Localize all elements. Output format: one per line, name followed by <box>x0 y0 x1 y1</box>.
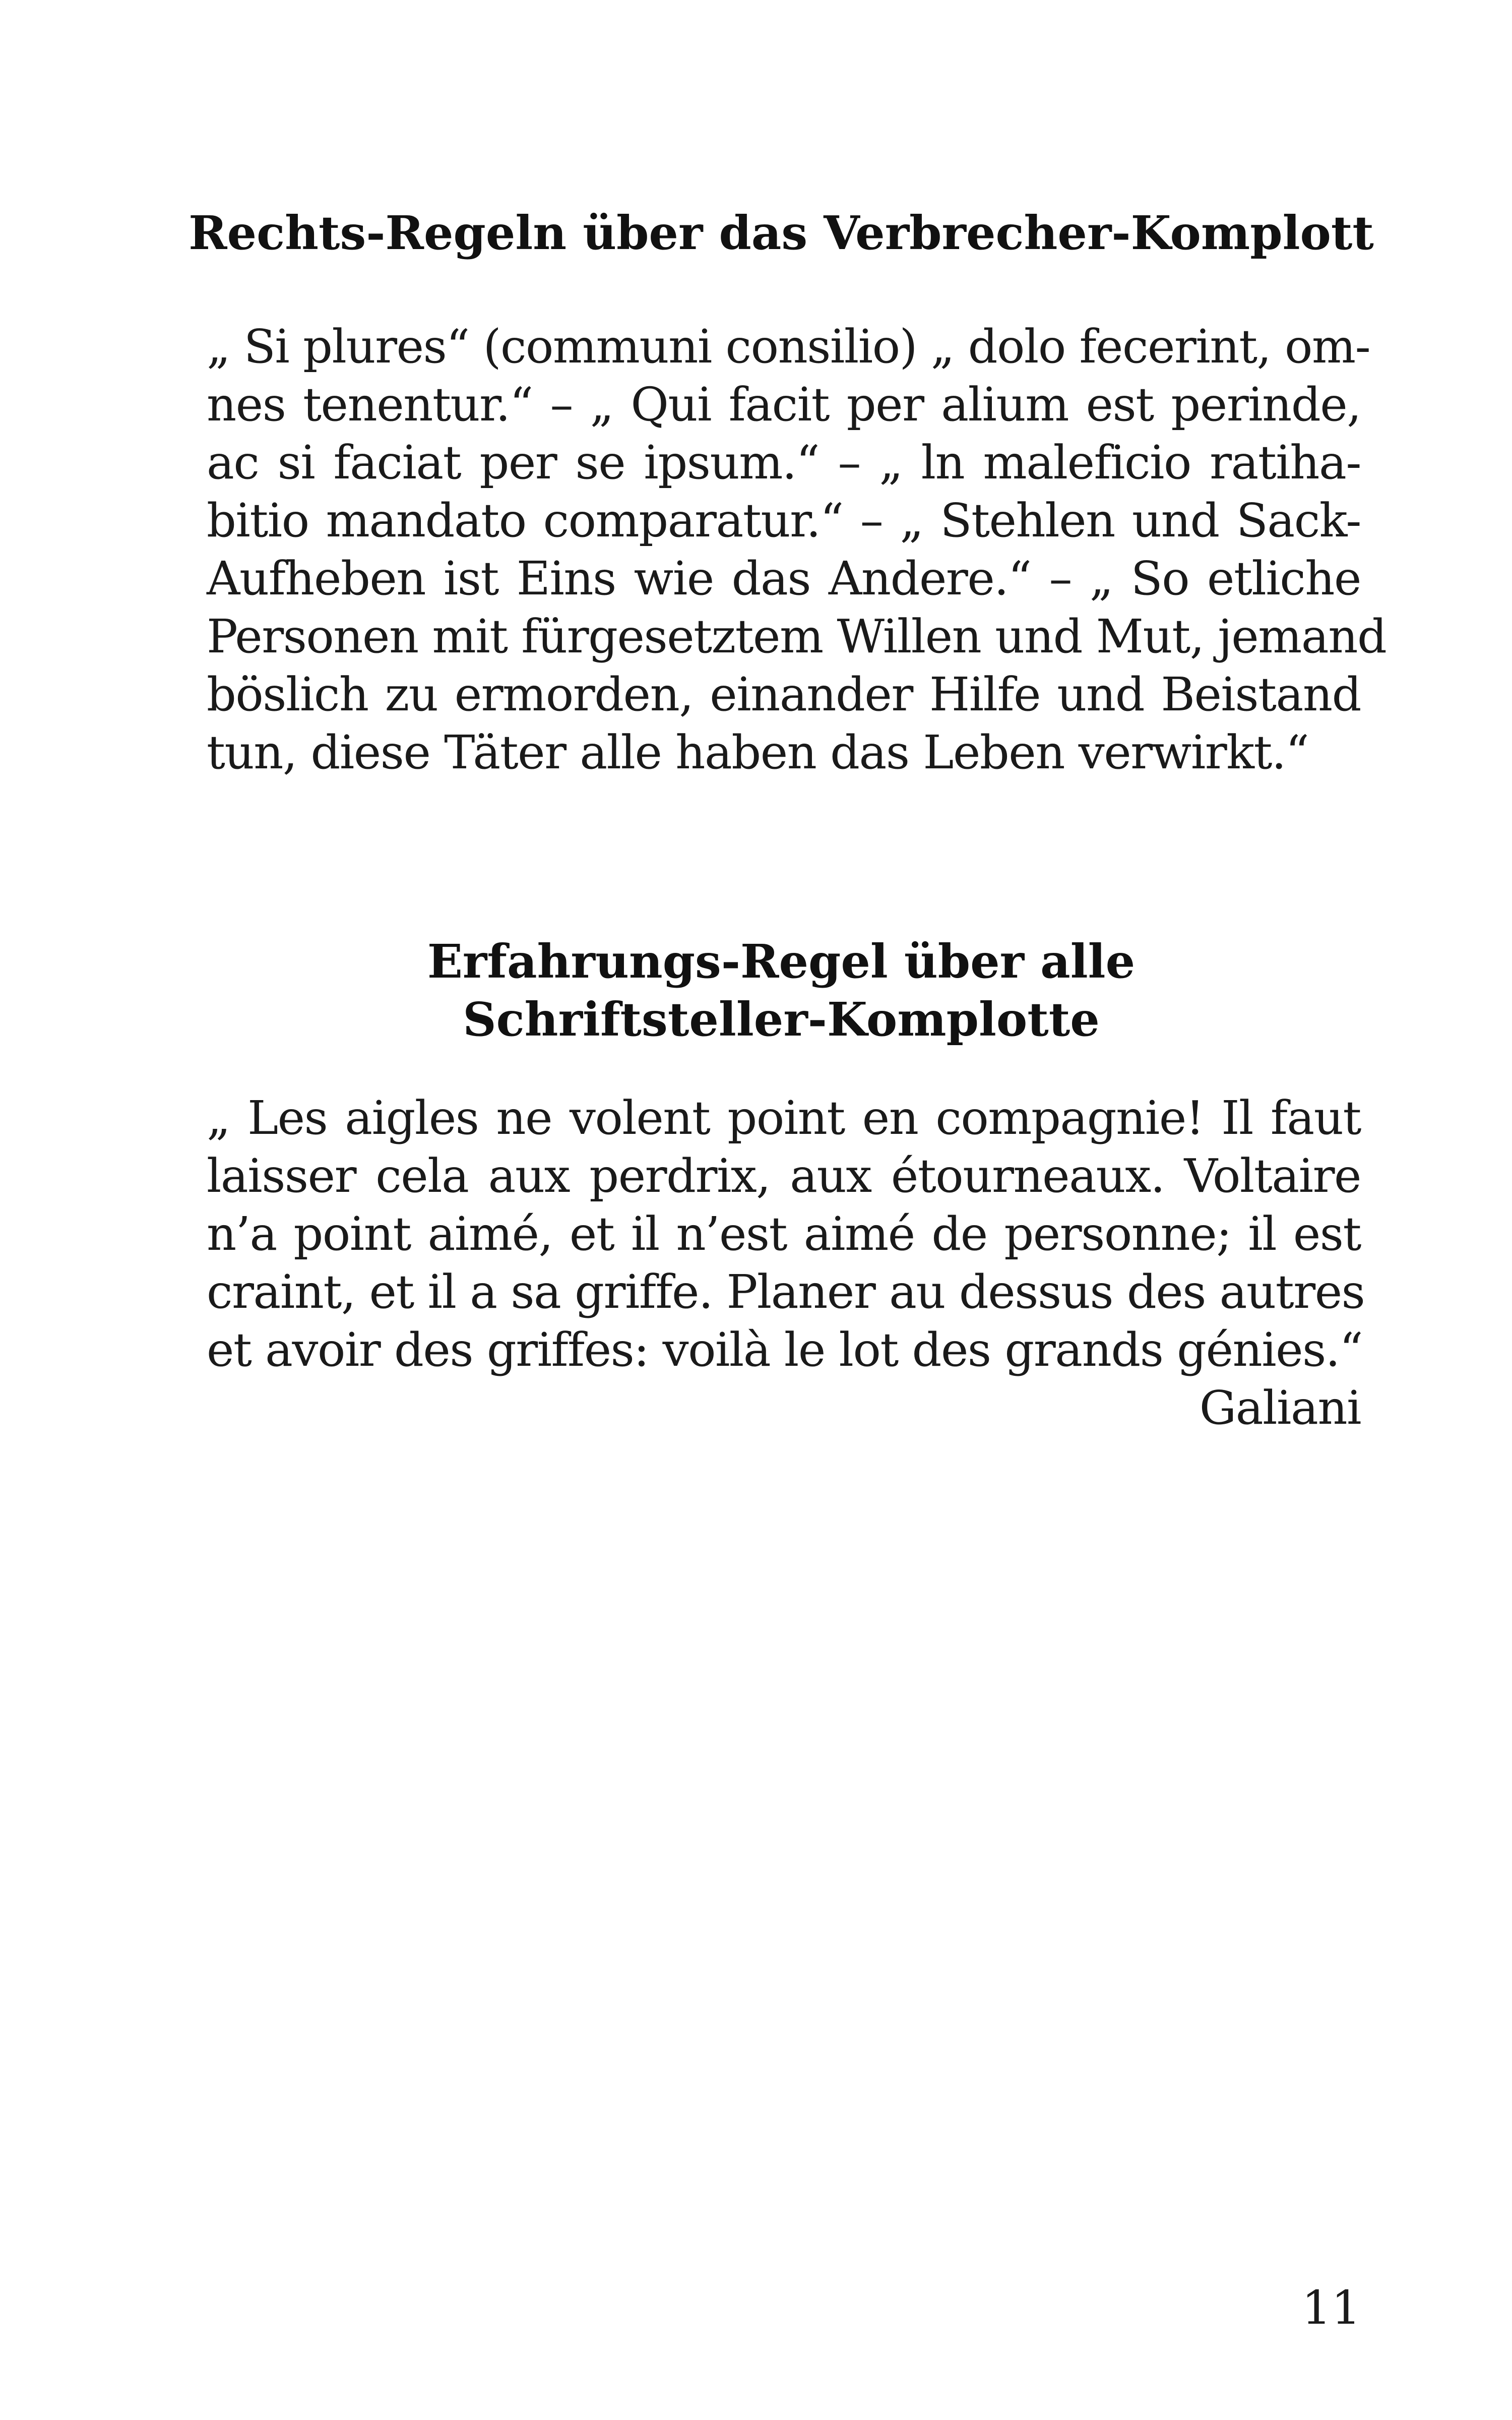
heading-line: Rechts-Regeln über das Verbrecher-Komplott <box>188 206 1374 260</box>
text-line: nes tenentur.“ – „ Qui facit per alium est perinde, <box>207 378 1361 432</box>
quote-attribution: Galiani <box>1199 1381 1361 1435</box>
text-line: „ Les aigles ne volent point en compagnie! Il faut <box>207 1091 1361 1145</box>
section-heading-experience-rule <box>151 933 1411 1049</box>
text-line: bitio mandato comparatur.“ – „ Stehlen und Sack- <box>207 494 1361 548</box>
text-line: Aufheben ist Eins wie das Andere.“ – „ So etliche <box>207 552 1361 606</box>
text-line: Personen mit fürgesetztem Willen und Mut, jemand <box>207 610 1387 663</box>
text-line: ac si faciat per se ipsum.“ – „ ln maleficio ratiha- <box>207 436 1361 490</box>
text-line: n’a point aimé, et il n’est aimé de personne; il est <box>207 1207 1361 1261</box>
text-line: tun, diese Täter alle haben das Leben verwirkt.“ <box>207 725 1309 779</box>
text-line: laisser cela aux perdrix, aux étourneaux. Voltaire <box>207 1149 1361 1203</box>
page-number: 11 <box>1301 2281 1361 2335</box>
text-line: böslich zu ermorden, einander Hilfe und Beistand <box>207 668 1361 721</box>
text-line: craint, et il a sa griffe. Planer au dessus des autres <box>207 1265 1365 1319</box>
heading-line: Schriftsteller-Komplotte <box>463 992 1100 1047</box>
quotation-paragraph <box>207 1089 1365 1437</box>
section-heading-legal-rules <box>151 204 1411 262</box>
text-line: et avoir des griffes: voilà le lot des grands génies.“ <box>207 1323 1363 1377</box>
legal-rules-paragraph <box>207 318 1387 781</box>
heading-line: Erfahrungs-Regel über alle <box>427 934 1136 989</box>
text-line: „ Si plures“ (communi consilio) „ dolo fecerint, om- <box>207 320 1370 374</box>
